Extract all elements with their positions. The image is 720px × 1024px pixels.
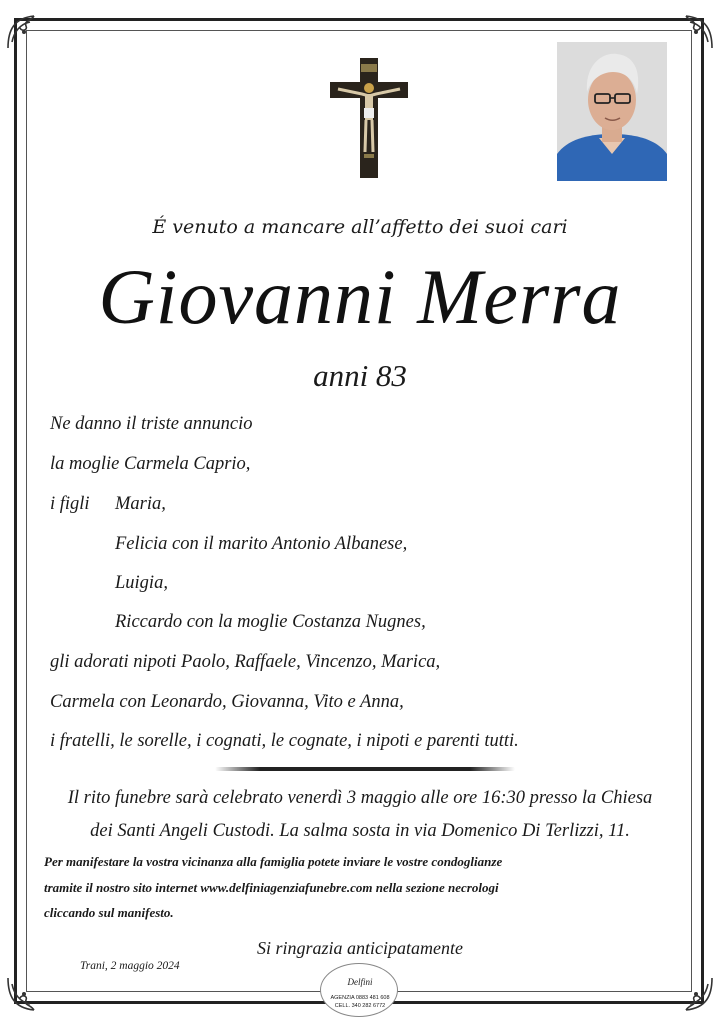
agency-cell: CELL. 340 282 6772: [334, 1003, 386, 1009]
announcement-line: gli adorati nipoti Paolo, Raffaele, Vincenzo, Marica,: [50, 652, 441, 672]
child-item: Maria,: [115, 494, 166, 514]
child-item: Luigia,: [115, 573, 168, 593]
deceased-age: anni 83: [313, 358, 407, 393]
thanks-text: Si ringrazia anticipatamente: [257, 938, 463, 958]
child-item: Riccardo con la moglie Costanza Nugnes,: [115, 612, 426, 632]
ceremony-line: dei Santi Angeli Custodi. La salma sosta in via Domenico Di Terlizzi, 11.: [90, 821, 630, 841]
announcement-line: i fratelli, le sorelle, i cognati, le cognate, i nipoti e parenti tutti.: [50, 731, 519, 751]
ornament-corner-icon: [676, 974, 716, 1014]
ornament-corner-icon: [676, 12, 716, 52]
deceased-name: Giovanni Merra: [98, 253, 622, 340]
announcement-line: Ne danno il triste annuncio: [50, 414, 253, 434]
intro-text: É venuto a mancare all’affetto dei suoi cari: [152, 216, 568, 238]
ornament-corner-icon: [4, 12, 44, 52]
date-text: Trani, 2 maggio 2024: [80, 960, 180, 972]
condolence-line: cliccando sul manifesto.: [44, 905, 174, 920]
announcement-line: Carmela con Leonardo, Giovanna, Vito e Anna,: [50, 692, 404, 712]
children-label: i figli: [50, 494, 90, 514]
announcement-line: la moglie Carmela Caprio,: [50, 454, 251, 474]
divider: [215, 767, 515, 771]
agency-brand: Delfini: [347, 977, 373, 987]
condolence-line: tramite il nostro sito internet www.delfiniagenziafunebre.com nella sezione necrologi: [44, 880, 499, 895]
crucifix-icon: [330, 58, 408, 178]
condolence-line: Per manifestare la vostra vicinanza alla famiglia potete inviare le vostre condoglianze: [44, 854, 503, 869]
ornament-corner-icon: [4, 974, 44, 1014]
portrait-photo: [557, 42, 667, 181]
agency-phone: AGENZIA 0883 481 608: [330, 995, 390, 1001]
child-item: Felicia con il marito Antonio Albanese,: [115, 534, 408, 554]
agency-logo: [320, 963, 400, 1019]
ceremony-line: Il rito funebre sarà celebrato venerdì 3 maggio alle ore 16:30 presso la Chiesa: [67, 788, 653, 808]
